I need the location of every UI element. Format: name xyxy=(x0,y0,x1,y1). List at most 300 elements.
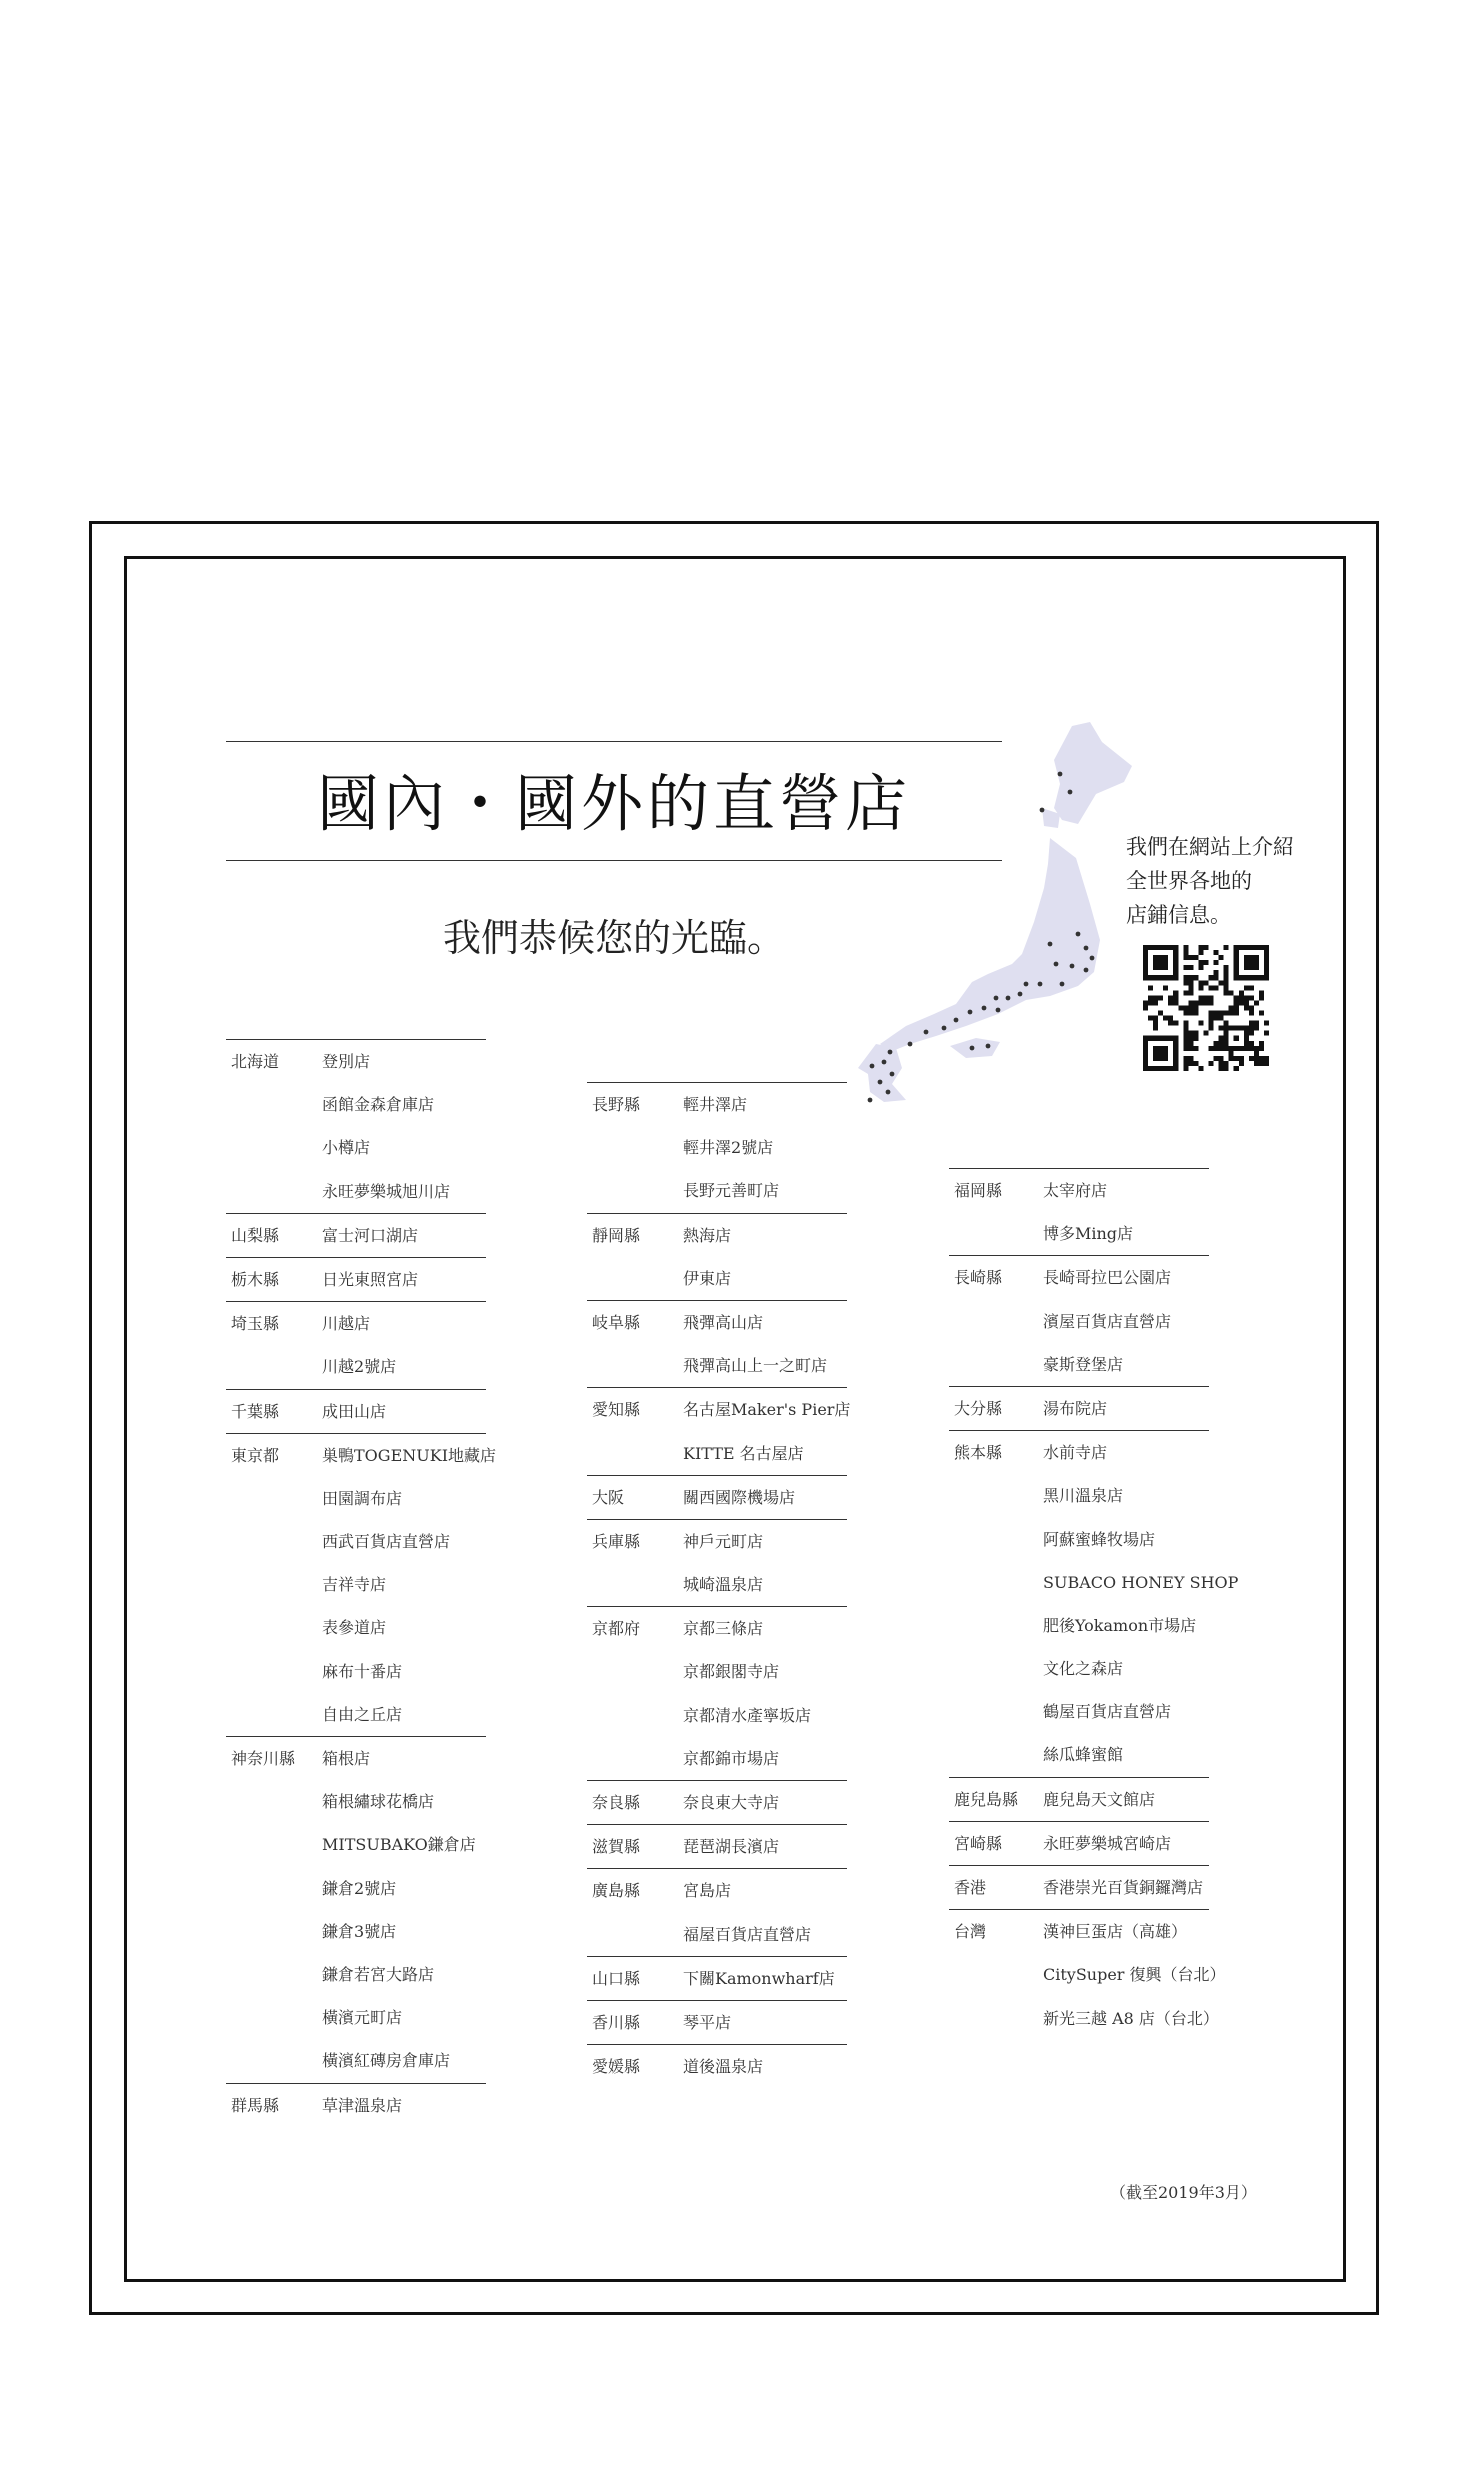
qr-module xyxy=(1224,1036,1229,1041)
qr-module xyxy=(1143,1041,1148,1046)
store-row xyxy=(226,1606,486,1649)
store-name: CitySuper 復興（台北） xyxy=(1043,1965,1226,1985)
qr-module xyxy=(1254,1056,1259,1061)
store-row xyxy=(226,1390,486,1433)
qr-module xyxy=(1143,975,1148,980)
qr-module xyxy=(1234,1000,1239,1005)
qr-module xyxy=(1259,1046,1264,1051)
prefecture-group xyxy=(949,1777,1209,1821)
qr-module xyxy=(1249,985,1254,990)
prefecture-group xyxy=(949,1168,1209,1255)
qr-module xyxy=(1224,975,1229,980)
qr-module xyxy=(1224,1026,1229,1031)
qr-module xyxy=(1158,1036,1163,1041)
store-row xyxy=(949,1169,1209,1212)
qr-module xyxy=(1168,995,1173,1000)
store-row xyxy=(226,1214,486,1257)
qr-module xyxy=(1254,945,1259,950)
website-info xyxy=(1126,830,1341,932)
qr-module xyxy=(1148,985,1153,990)
qr-module xyxy=(1168,1036,1173,1041)
qr-module xyxy=(1224,1031,1229,1036)
qr-module xyxy=(1153,965,1158,970)
store-name: 京都銀閣寺店 xyxy=(683,1662,780,1682)
qr-module xyxy=(1143,1061,1148,1066)
store-row xyxy=(949,1822,1209,1865)
qr-module xyxy=(1214,950,1219,955)
qr-module xyxy=(1224,990,1229,995)
page-subtitle: 我們恭候您的光臨。 xyxy=(442,916,785,960)
prefecture-group xyxy=(226,1389,486,1433)
store-name: 永旺夢樂城宮崎店 xyxy=(1043,1833,1172,1853)
store-name: 長崎哥拉巴公園店 xyxy=(1043,1268,1172,1288)
qr-module xyxy=(1219,1026,1224,1031)
qr-module xyxy=(1254,1026,1259,1031)
qr-module xyxy=(1158,1046,1163,1051)
store-name: 伊東店 xyxy=(683,1268,732,1288)
store-row xyxy=(226,1083,486,1126)
qr-module xyxy=(1188,1046,1193,1051)
qr-module xyxy=(1163,960,1168,965)
store-name: 箱根繡球花橋店 xyxy=(322,1792,435,1812)
prefecture-label: 滋賀縣 xyxy=(592,1837,641,1857)
qr-module xyxy=(1239,1061,1244,1066)
store-row xyxy=(226,1477,486,1520)
store-row xyxy=(949,1690,1209,1733)
store-name: 富士河口湖店 xyxy=(322,1225,419,1245)
store-name: 吉祥寺店 xyxy=(322,1575,387,1595)
store-name: 名古屋Maker's Pier店 xyxy=(683,1400,851,1420)
qr-module xyxy=(1203,1031,1208,1036)
qr-module xyxy=(1168,945,1173,950)
store-row xyxy=(949,1866,1209,1909)
store-name: 鎌倉2號店 xyxy=(322,1878,397,1898)
qr-module xyxy=(1168,1066,1173,1071)
qr-module xyxy=(1264,945,1269,950)
qr-module xyxy=(1198,985,1203,990)
store-row xyxy=(226,1953,486,1996)
store-row xyxy=(226,1258,486,1301)
store-name: 文化之森店 xyxy=(1043,1659,1124,1679)
store-column-2 xyxy=(587,1082,851,2088)
qr-module xyxy=(1249,1031,1254,1036)
qr-module xyxy=(1153,1046,1158,1051)
prefecture-label: 栃木縣 xyxy=(231,1269,280,1289)
store-row xyxy=(226,2039,486,2082)
qr-module xyxy=(1143,1036,1148,1041)
qr-module xyxy=(1264,1021,1269,1026)
qr-module xyxy=(1198,945,1203,950)
store-name: 關西國際機場店 xyxy=(683,1487,796,1507)
qr-module xyxy=(1163,975,1168,980)
qr-module xyxy=(1234,945,1239,950)
store-name: 太宰府店 xyxy=(1043,1181,1108,1200)
qr-module xyxy=(1193,1000,1198,1005)
qr-module xyxy=(1183,1056,1188,1061)
prefecture-label: 靜岡縣 xyxy=(592,1225,641,1245)
qr-module xyxy=(1173,975,1178,980)
qr-module xyxy=(1158,960,1163,965)
prefecture-label: 愛知縣 xyxy=(592,1400,641,1420)
prefecture-group xyxy=(226,1301,486,1388)
qr-module xyxy=(1244,1041,1249,1046)
qr-module xyxy=(1259,1041,1264,1046)
qr-module xyxy=(1173,950,1178,955)
japan-map xyxy=(760,708,1140,1103)
store-name: 京都三條店 xyxy=(683,1619,764,1639)
qr-module xyxy=(1193,1061,1198,1066)
page-title: 國內・國外的直營店 xyxy=(316,767,911,840)
prefecture-group xyxy=(226,2083,486,2127)
prefecture-label: 香川縣 xyxy=(592,2012,641,2032)
qr-module xyxy=(1259,975,1264,980)
store-name: 橫濱元町店 xyxy=(322,2008,403,2028)
store-row xyxy=(587,1476,847,1519)
qr-module xyxy=(1239,990,1244,995)
qr-module xyxy=(1198,1021,1203,1026)
qr-module xyxy=(1203,995,1208,1000)
store-name: 飛彈高山上一之町店 xyxy=(683,1356,828,1376)
store-row xyxy=(226,1693,486,1736)
store-name: 函館金森倉庫店 xyxy=(322,1095,435,1115)
store-name: 博多Ming店 xyxy=(1043,1224,1134,1244)
qr-module xyxy=(1188,955,1193,960)
qr-module xyxy=(1198,950,1203,955)
qr-module xyxy=(1224,1066,1229,1071)
store-name: 草津溫泉店 xyxy=(322,2095,403,2115)
qr-module xyxy=(1264,975,1269,980)
qr-module xyxy=(1193,1046,1198,1051)
store-row xyxy=(949,1387,1209,1430)
qr-module xyxy=(1153,1051,1158,1056)
prefecture-group xyxy=(949,1386,1209,1430)
qr-module xyxy=(1153,995,1158,1000)
prefecture-group xyxy=(587,1213,847,1300)
store-name: 福屋百貨店直營店 xyxy=(683,1924,812,1944)
qr-module xyxy=(1203,960,1208,965)
qr-module xyxy=(1173,1000,1178,1005)
qr-module xyxy=(1158,1011,1163,1016)
prefecture-group xyxy=(587,1300,847,1387)
store-name: 肥後Yokamon市場店 xyxy=(1043,1615,1197,1635)
store-row xyxy=(226,1563,486,1606)
qr-module xyxy=(1193,1036,1198,1041)
qr-module xyxy=(1219,1056,1224,1061)
qr-module xyxy=(1244,965,1249,970)
qr-module xyxy=(1143,1005,1148,1010)
store-row xyxy=(587,1607,847,1650)
qr-module xyxy=(1244,1046,1249,1051)
prefecture-label: 台灣 xyxy=(954,1922,987,1942)
qr-module xyxy=(1219,1011,1224,1016)
prefecture-label: 鹿兒島縣 xyxy=(954,1789,1019,1809)
qr-module xyxy=(1244,955,1249,960)
store-row xyxy=(587,1781,847,1824)
store-row xyxy=(587,1869,847,1912)
qr-module xyxy=(1224,970,1229,975)
prefecture-group xyxy=(587,2044,847,2088)
qr-module xyxy=(1183,1026,1188,1031)
qr-module xyxy=(1254,1000,1259,1005)
qr-module xyxy=(1173,970,1178,975)
qr-module xyxy=(1259,995,1264,1000)
qr-module xyxy=(1163,1066,1168,1071)
qr-code[interactable] xyxy=(1143,945,1269,1071)
store-name: 京都清水產寧坂店 xyxy=(683,1705,812,1725)
store-name: 道後溫泉店 xyxy=(683,2057,764,2077)
qr-module xyxy=(1173,1066,1178,1071)
qr-module xyxy=(1183,1011,1188,1016)
qr-module xyxy=(1188,1056,1193,1061)
store-row xyxy=(226,1520,486,1563)
store-row xyxy=(587,1520,847,1563)
store-name: 阿蘇蜜蜂牧場店 xyxy=(1043,1529,1156,1549)
qr-module xyxy=(1203,945,1208,950)
store-row xyxy=(949,1300,1209,1343)
prefecture-label: 神奈川縣 xyxy=(231,1749,296,1768)
store-name: 新光三越 A8 店（台北） xyxy=(1043,2008,1219,2028)
qr-module xyxy=(1239,1056,1244,1061)
store-row xyxy=(226,1345,486,1388)
prefecture-label: 香港 xyxy=(954,1878,987,1897)
qr-module xyxy=(1193,1005,1198,1010)
prefecture-group xyxy=(226,1039,486,1213)
store-column-3 xyxy=(949,1168,1239,2040)
qr-module xyxy=(1234,1026,1239,1031)
qr-module xyxy=(1173,955,1178,960)
qr-module xyxy=(1183,965,1188,970)
store-name: 湯布院店 xyxy=(1043,1398,1108,1418)
qr-module xyxy=(1143,1046,1148,1051)
store-row xyxy=(226,1040,486,1083)
qr-module xyxy=(1193,975,1198,980)
qr-module xyxy=(1188,1005,1193,1010)
prefecture-label: 愛媛縣 xyxy=(592,2057,641,2077)
qr-module xyxy=(1158,945,1163,950)
qr-module xyxy=(1173,990,1178,995)
qr-module xyxy=(1264,1061,1269,1066)
store-row xyxy=(226,1650,486,1693)
store-row xyxy=(226,1126,486,1169)
store-name: 絲瓜蜂蜜館 xyxy=(1043,1745,1124,1765)
qr-module xyxy=(1229,1026,1234,1031)
store-name: 鶴屋百貨店直營店 xyxy=(1043,1702,1172,1722)
store-name: 箱根店 xyxy=(322,1749,371,1768)
qr-module xyxy=(1173,960,1178,965)
qr-module xyxy=(1188,1061,1193,1066)
qr-module xyxy=(1183,1031,1188,1036)
qr-module xyxy=(1148,1016,1153,1021)
store-row xyxy=(949,1561,1239,1604)
qr-module xyxy=(1148,975,1153,980)
website-info-line: 店鋪信息。 xyxy=(1126,903,1231,927)
prefecture-group xyxy=(587,1824,847,1868)
qr-module xyxy=(1254,955,1259,960)
qr-module xyxy=(1244,975,1249,980)
qr-module xyxy=(1224,945,1229,950)
prefecture-label: 埼玉縣 xyxy=(231,1314,280,1334)
qr-module xyxy=(1188,1041,1193,1046)
qr-module xyxy=(1188,965,1193,970)
qr-module xyxy=(1143,1000,1148,1005)
qr-module xyxy=(1219,1036,1224,1041)
qr-module xyxy=(1249,1041,1254,1046)
qr-module xyxy=(1209,975,1214,980)
qr-module xyxy=(1234,1036,1239,1041)
store-name: 香港崇光百貨銅鑼灣店 xyxy=(1043,1878,1204,1897)
qr-module xyxy=(1249,945,1254,950)
store-row xyxy=(587,1257,847,1300)
qr-module xyxy=(1173,945,1178,950)
store-row xyxy=(587,1388,851,1431)
qr-module xyxy=(1173,1041,1178,1046)
qr-module xyxy=(1153,1066,1158,1071)
store-row xyxy=(949,1647,1209,1690)
store-row xyxy=(226,1780,486,1823)
store-name: SUBACO HONEY SHOP xyxy=(1043,1572,1239,1592)
store-row xyxy=(949,1778,1209,1821)
qr-module xyxy=(1229,990,1234,995)
qr-module xyxy=(1158,955,1163,960)
qr-module xyxy=(1209,1026,1214,1031)
qr-module xyxy=(1153,960,1158,965)
qr-module xyxy=(1224,985,1229,990)
qr-module xyxy=(1224,980,1229,985)
qr-module xyxy=(1153,1000,1158,1005)
qr-module xyxy=(1214,975,1219,980)
store-name: 水前寺店 xyxy=(1043,1443,1108,1463)
qr-module xyxy=(1188,1036,1193,1041)
store-row xyxy=(949,1212,1209,1255)
store-row xyxy=(587,2045,847,2088)
qr-module xyxy=(1219,1046,1224,1051)
qr-module xyxy=(1254,960,1259,965)
qr-module xyxy=(1198,960,1203,965)
store-name: 宮島店 xyxy=(683,1881,732,1901)
qr-module xyxy=(1163,1051,1168,1056)
store-name: 神戶元町店 xyxy=(683,1531,764,1551)
qr-module xyxy=(1224,965,1229,970)
qr-module xyxy=(1193,955,1198,960)
qr-module xyxy=(1143,1051,1148,1056)
qr-module xyxy=(1214,1016,1219,1021)
qr-module xyxy=(1244,960,1249,965)
qr-module xyxy=(1244,1031,1249,1036)
prefecture-group xyxy=(587,1519,847,1606)
store-row xyxy=(226,1867,486,1910)
website-info-line: 我們在網站上介紹 xyxy=(1126,835,1294,859)
qr-module xyxy=(1209,1061,1214,1066)
qr-module xyxy=(1153,945,1158,950)
prefecture-label: 長野縣 xyxy=(592,1095,641,1114)
qr-module xyxy=(1249,960,1254,965)
qr-module xyxy=(1143,965,1148,970)
prefecture-label: 大分縣 xyxy=(954,1398,1003,1418)
qr-module xyxy=(1209,1021,1214,1026)
qr-module xyxy=(1183,950,1188,955)
store-row xyxy=(587,1563,847,1606)
qr-module xyxy=(1234,1011,1239,1016)
qr-module xyxy=(1173,965,1178,970)
qr-module xyxy=(1264,970,1269,975)
qr-module xyxy=(1239,975,1244,980)
qr-module xyxy=(1158,965,1163,970)
qr-module xyxy=(1183,1041,1188,1046)
qr-module xyxy=(1198,965,1203,970)
prefecture-label: 熊本縣 xyxy=(954,1443,1003,1463)
qr-module xyxy=(1224,1046,1229,1051)
qr-module xyxy=(1158,975,1163,980)
qr-module xyxy=(1234,1056,1239,1061)
qr-module xyxy=(1153,1056,1158,1061)
qr-module xyxy=(1183,980,1188,985)
store-name: 鹿兒島天文館店 xyxy=(1043,1789,1156,1809)
store-name: 登別店 xyxy=(322,1052,371,1071)
qr-module xyxy=(1244,1036,1249,1041)
qr-module xyxy=(1239,1026,1244,1031)
qr-module xyxy=(1254,975,1259,980)
prefecture-group xyxy=(587,1780,847,1824)
qr-module xyxy=(1224,1041,1229,1046)
qr-module xyxy=(1249,1056,1254,1061)
qr-module xyxy=(1178,1005,1183,1010)
qr-module xyxy=(1229,1005,1234,1010)
qr-module xyxy=(1254,1051,1259,1056)
store-row xyxy=(587,1083,847,1126)
store-row xyxy=(226,1434,497,1477)
store-row xyxy=(949,1910,1209,1953)
qr-module xyxy=(1249,975,1254,980)
prefecture-label: 山口縣 xyxy=(592,1968,641,1988)
qr-module xyxy=(1209,1000,1214,1005)
prefecture-group xyxy=(949,1255,1209,1386)
qr-module xyxy=(1188,1031,1193,1036)
qr-module xyxy=(1143,945,1148,950)
qr-module xyxy=(1163,985,1168,990)
qr-module xyxy=(1249,1026,1254,1031)
qr-module xyxy=(1234,960,1239,965)
qr-module xyxy=(1219,1061,1224,1066)
qr-module xyxy=(1224,1011,1229,1016)
prefecture-label: 山梨縣 xyxy=(231,1225,280,1245)
qr-module xyxy=(1214,985,1219,990)
store-row xyxy=(949,1474,1209,1517)
store-name: 輕井澤2號店 xyxy=(683,1138,774,1158)
qr-module xyxy=(1229,1046,1234,1051)
qr-module xyxy=(1168,1021,1173,1026)
qr-module xyxy=(1234,1046,1239,1051)
qr-module xyxy=(1148,1066,1153,1071)
prefecture-label: 兵庫縣 xyxy=(592,1531,641,1551)
qr-module xyxy=(1239,1000,1244,1005)
qr-module xyxy=(1183,945,1188,950)
qr-module xyxy=(1254,1021,1259,1026)
store-name: 飛彈高山店 xyxy=(683,1312,764,1332)
qr-module xyxy=(1234,950,1239,955)
store-name: 漢神巨蛋店（高雄） xyxy=(1043,1922,1188,1942)
qr-module xyxy=(1209,1011,1214,1016)
store-name: 表參道店 xyxy=(322,1618,387,1638)
qr-module xyxy=(1158,1066,1163,1071)
store-name: MITSUBAKO鎌倉店 xyxy=(322,1835,476,1855)
qr-module xyxy=(1153,975,1158,980)
store-name: 小樽店 xyxy=(322,1138,371,1158)
store-row xyxy=(226,1823,486,1866)
qr-module xyxy=(1168,1016,1173,1021)
prefecture-group xyxy=(949,1865,1209,1909)
qr-module xyxy=(1259,945,1264,950)
qr-module xyxy=(1239,945,1244,950)
